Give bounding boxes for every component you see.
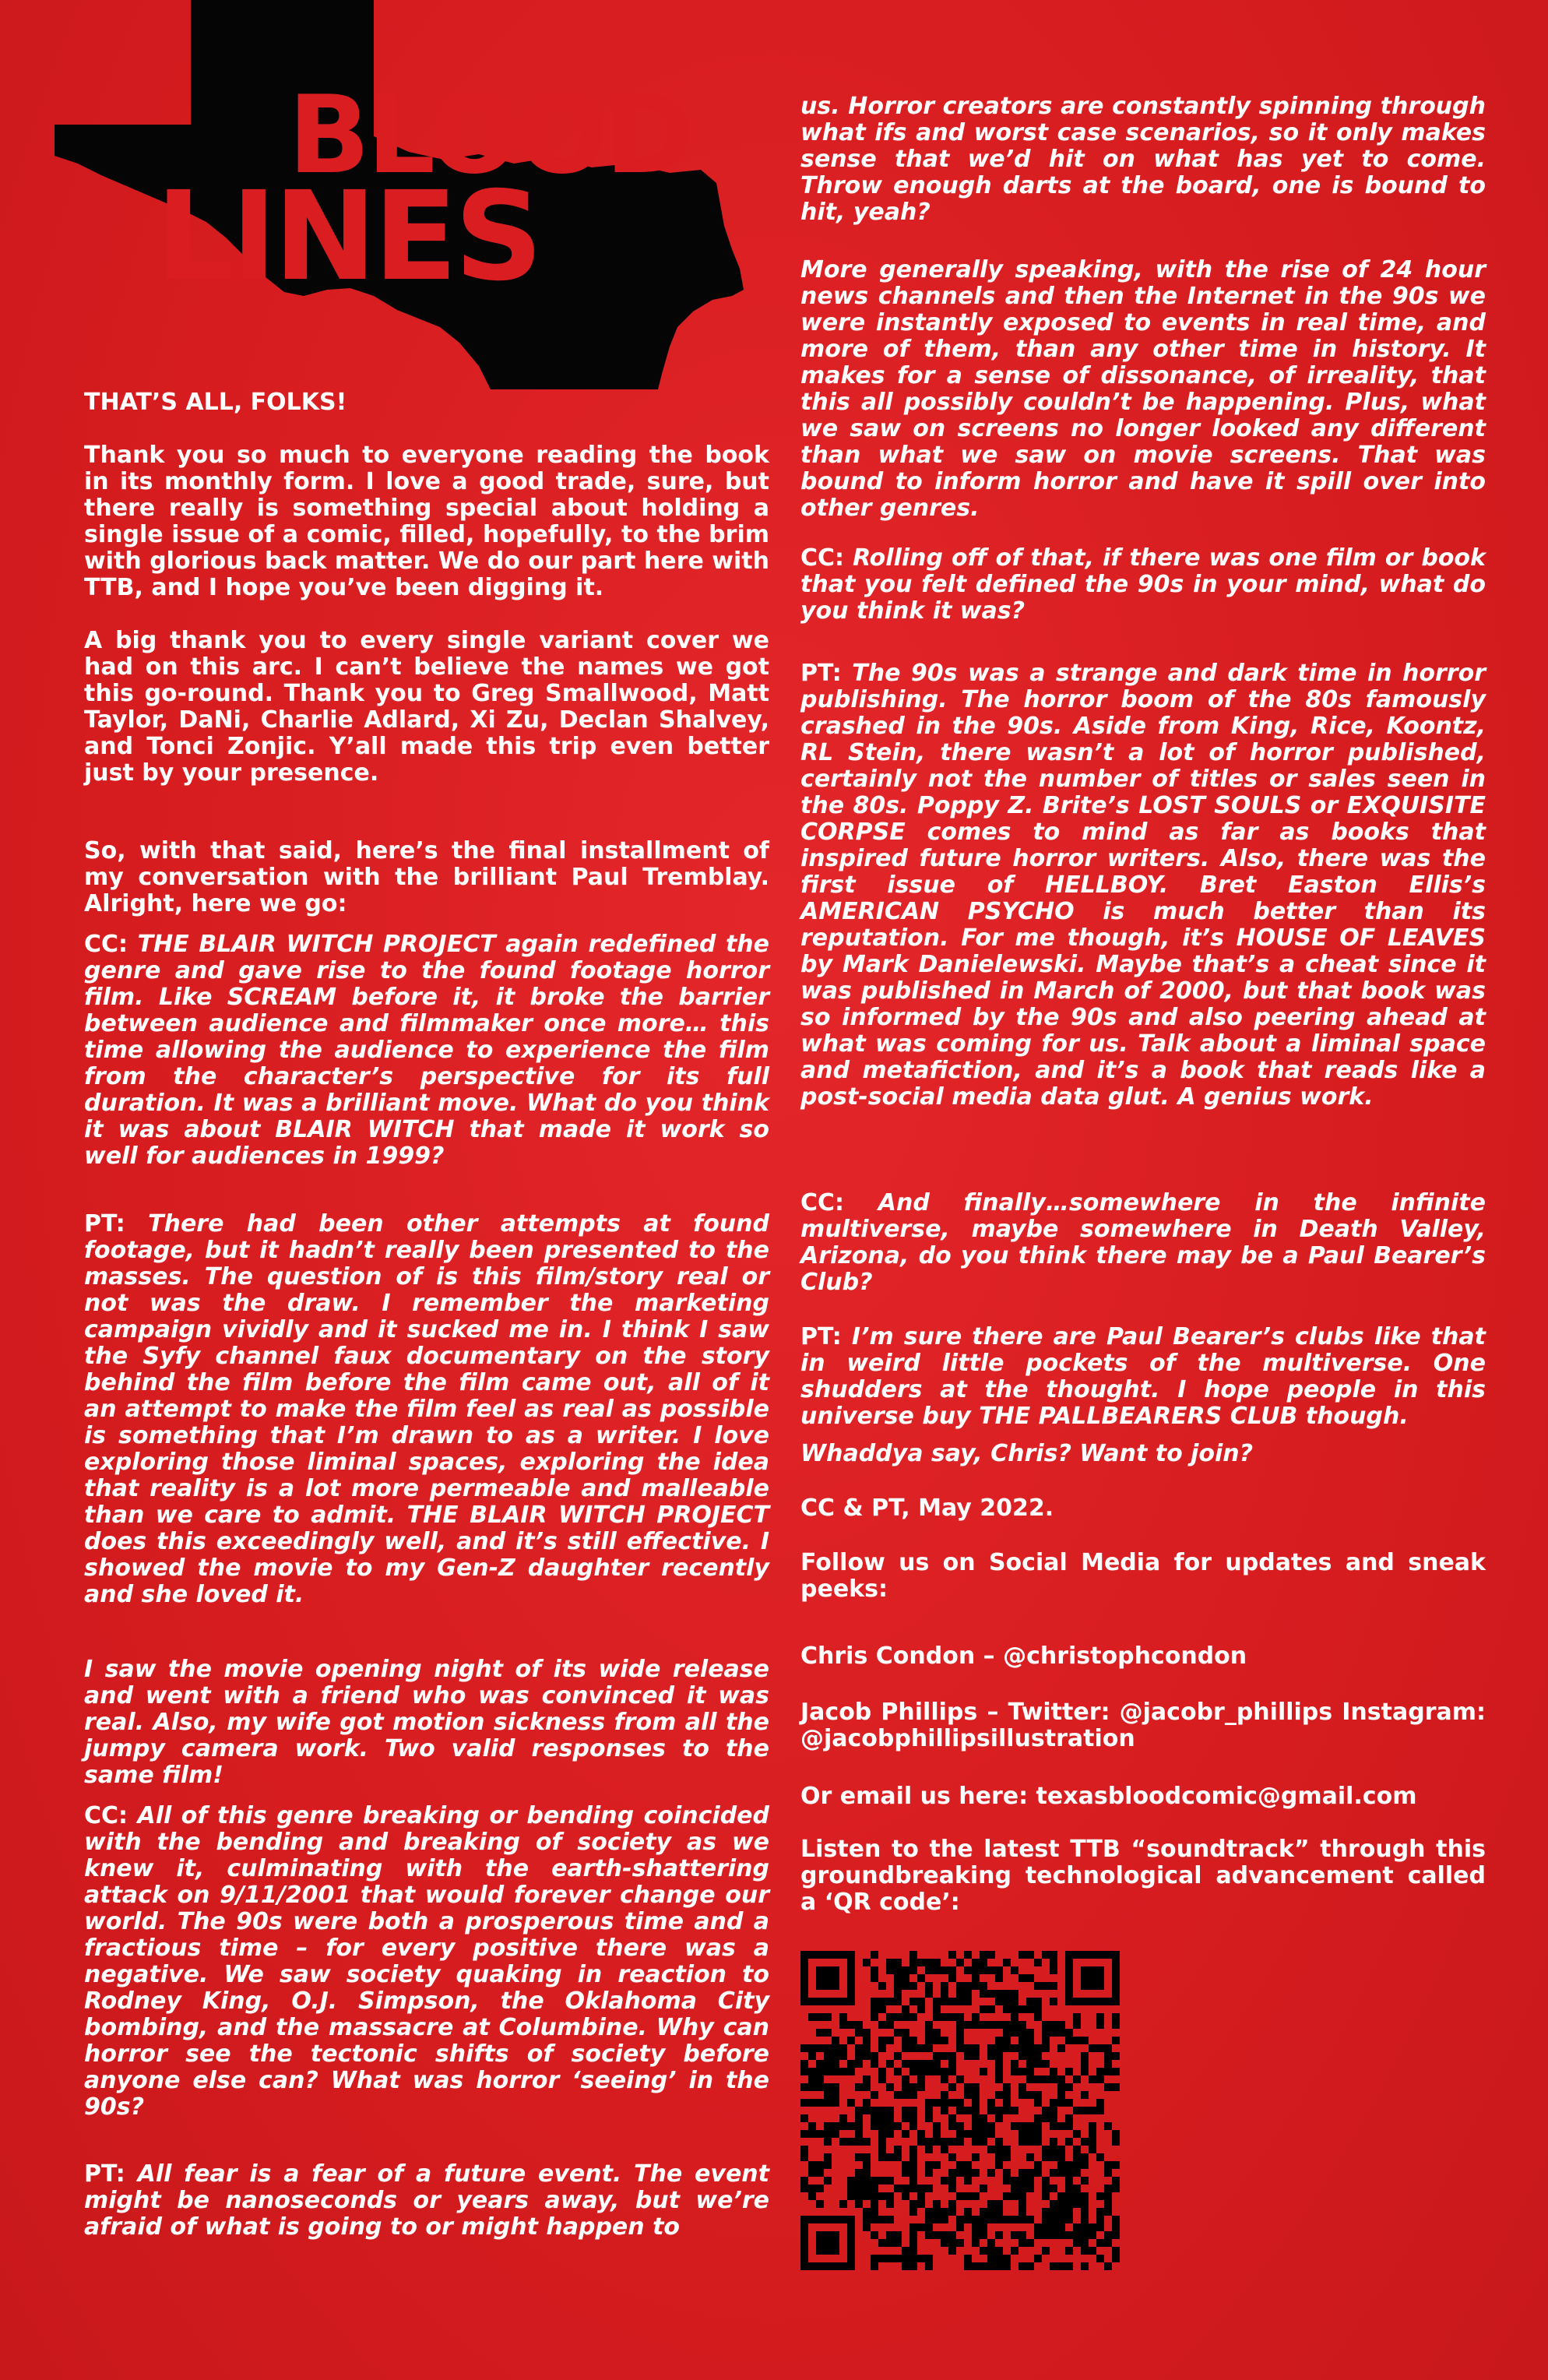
- speaker-cc: CC:: [800, 544, 845, 572]
- intro-paragraph: Thank you so much to everyone reading the book in its monthly form. I love a good trade, sure, but there really is something special about holding a single issue of a comic, filled, hopefully, to the brim with glorious back matter. We do our part here with TTB, and I hope you’ve been digging it.: [84, 442, 769, 601]
- section-heading: THAT’S ALL, FOLKS!: [84, 389, 347, 416]
- chris-social: Chris Condon – @christophcondon: [800, 1642, 1247, 1670]
- answer-4-closing: Whaddya say, Chris? Want to join?: [800, 1440, 1254, 1467]
- speaker-cc: CC:: [84, 931, 128, 958]
- setup-paragraph: So, with that said, here’s the final installment of my conversation with the brilliant Paul Tremblay. Alright, here we go:: [84, 837, 769, 917]
- question-2-text: All of this genre breaking or bending coincided with the bending and breaking of society as we knew it, culminating with the earth-shattering attack on 9/11/2001 that would forever change our world. The 90s were both a prosperous time and a fractious time – for every positive there was a negative. We saw society quaking in reaction to Rodney King, O.J. Simpson, the Oklahoma City bombing, and the massacre at Columbine. Why can horror see the tectonic shifts of society before anyone else can? What was horror ‘seeing’ in the 90s?: [84, 1802, 769, 2121]
- speaker-pt: PT:: [84, 2160, 125, 2188]
- answer-3-text: The 90s was a strange and dark time in horror publishing. The horror boom of the 80s famously crashed in the 90s. Aside from King, Rice, Koontz, RL Stein, there wasn’t a lot of horror published, certainly not the number of titles or sales seen in the 80s. Poppy Z. Brite’s LOST SOULS or EXQUISITE CORPSE comes to mind as far as books that inspired future horror writers. Also, there was the first issue of HELLBOY. Bret Easton Ellis’s AMERICAN PSYCHO is much better than its reputation. For me though, it’s HOUSE OF LEAVES by Mark Danielewski. Maybe that’s a cheat since it was published in March of 2000, but that book was so informed by the 90s and also peering ahead at what was coming for us. Talk about a liminal space and metafiction, and it’s a book that reads like a post-social media data glut. A genius work.: [800, 660, 1486, 1111]
- question-1-text: THE BLAIR WITCH PROJECT again redefined the genre and gave rise to the found footage horror film. Like SCREAM before it, it broke the barrier between audience and filmmaker once more… this time allowing the audience to experience the film from the character’s perspective for its full duration. It was a brilliant move. What do you think it was about BLAIR WITCH that made it work so well for audiences in 1999?: [84, 931, 769, 1170]
- logo-lines: LINES: [156, 165, 540, 308]
- thanks-paragraph: A big thank you to every single variant cover we had on this arc. I can’t believe the names we got this go-round. Thank you to Greg Smallwood, Matt Taylor, DaNi, Charlie Adlard, Xi Zu, Declan Shalvey, and Tonci Zonjic. Y’all made this trip even better just by your presence.: [84, 627, 769, 787]
- signoff: CC & PT, May 2022.: [800, 1495, 1054, 1522]
- speaker-pt: PT:: [84, 1210, 125, 1238]
- follow-text: Follow us on Social Media for updates and sneak peeks:: [800, 1549, 1486, 1603]
- speaker-pt: PT:: [800, 1323, 842, 1350]
- answer-2: [84, 2161, 769, 2241]
- answer-2-part-b: More generally speaking, with the rise of 24 hour news channels and then the Internet in the 90s we were instantly exposed to events in real time, and more of them, than any other time in history. It makes for a sense of dissonance, of irreality, that this all possibly couldn’t be happening. Plus, what we saw on screens no longer looked any different than what we saw on movie screens. That was bound to inform horror and have it spill over into other genres.: [800, 256, 1486, 522]
- answer-4: [800, 1324, 1486, 1430]
- logo-blood: BLOOD: [288, 72, 691, 198]
- question-3: [800, 545, 1486, 625]
- speaker-cc: CC:: [800, 1189, 845, 1216]
- question-2: [84, 1803, 769, 2121]
- speaker-pt: PT:: [800, 660, 842, 687]
- answer-1-continued: I saw the movie opening night of its wide release and went with a friend who was convinced it was real. Also, my wife got motion sickness from all the jumpy camera work. Two valid responses to the same film!: [84, 1656, 769, 1789]
- answer-4-text: I’m sure there are Paul Bearer’s clubs like that in weird little pockets of the multiverse. One shudders at the thought. I hope people in this universe buy THE PALLBEARERS CLUB though.: [800, 1323, 1486, 1430]
- question-4: [800, 1190, 1486, 1296]
- answer-3: [800, 660, 1486, 1111]
- jacob-social: Jacob Phillips – Twitter: @jacobr_phillips Instagram: @jacobphillipsillustration: [800, 1699, 1486, 1752]
- answer-1-text: There had been other attempts at found footage, but it hadn’t really been presented to the masses. The question of is this film/story real or not was the draw. I remember the marketing campaign vividly and it sucked me in. I think I saw the Syfy channel faux documentary on the story behind the film before the film came out, all of it an attempt to make the film feel as real as possible is something that I’m drawn to as a writer. I love exploring those liminal spaces, exploring the idea that reality is a lot more permeable and malleable than we care to admit. THE BLAIR WITCH PROJECT does this exceedingly well, and it’s still effective. I showed the movie to my Gen-Z daughter recently and she loved it.: [84, 1210, 769, 1608]
- answer-2-text: All fear is a fear of a future event. The event might be nanoseconds or years away, but we’re afraid of what is going to or might happen to: [84, 2160, 769, 2241]
- listen-text: Listen to the latest TTB “soundtrack” through this groundbreaking technological advancement called a ‘QR code’:: [800, 1836, 1486, 1916]
- email-line: Or email us here: texasbloodcomic@gmail.com: [800, 1783, 1417, 1810]
- answer-2-continued: us. Horror creators are constantly spinning through what ifs and worst case scenarios, so it only makes sense that we’d hit on what has yet to come. Throw enough darts at the board, one is bound to hit, yeah?: [800, 93, 1486, 226]
- speaker-cc: CC:: [84, 1802, 128, 1829]
- question-3-text: Rolling off of that, if there was one film or book that you felt defined the 90s in your mind, what do you think it was?: [800, 544, 1486, 625]
- qr-code[interactable]: [800, 1951, 1120, 2270]
- question-1: [84, 931, 769, 1170]
- question-4-text: And finally…somewhere in the infinite multiverse, maybe somewhere in Death Valley, Arizona, do you think there may be a Paul Bearer’s Club?: [800, 1189, 1486, 1296]
- answer-1: [84, 1211, 769, 1608]
